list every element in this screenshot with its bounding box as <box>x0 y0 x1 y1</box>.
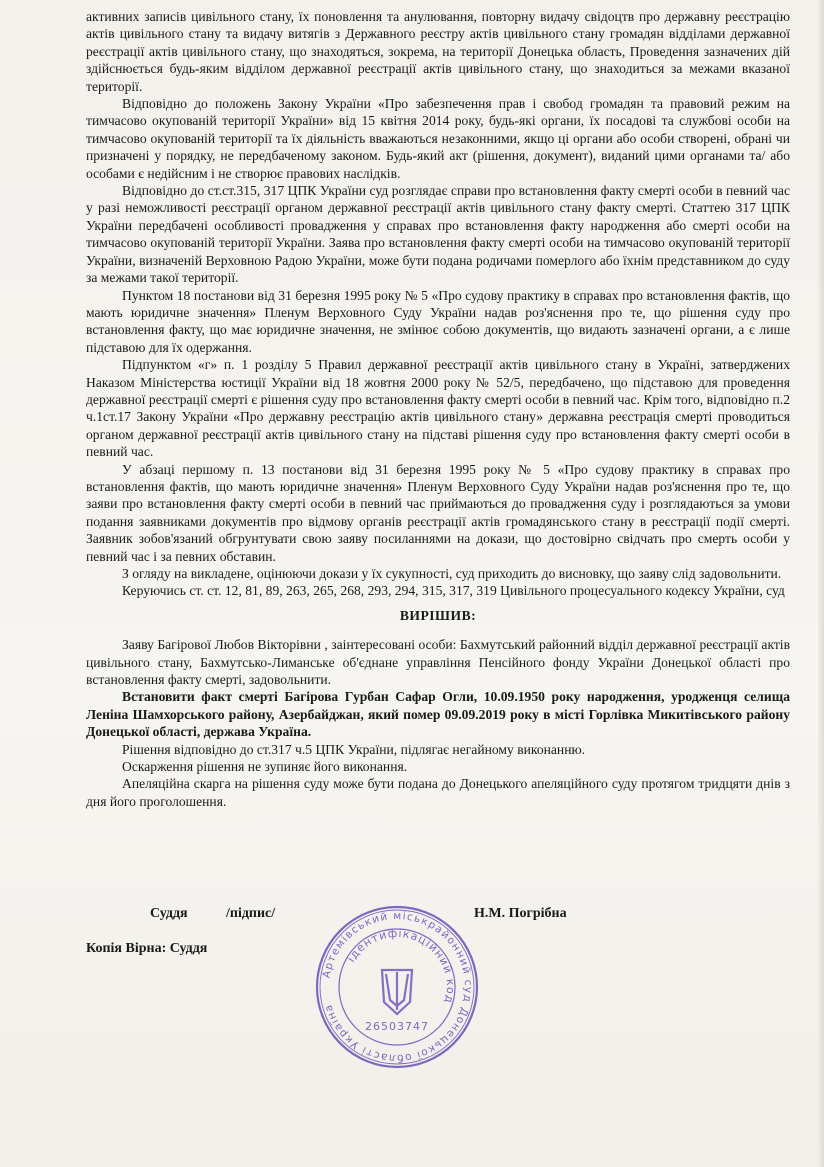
paragraph-appeal-no-suspend: Оскарження рішення не зупиняє його виконання. <box>122 759 408 775</box>
judge-name: Н.М. Погрібна <box>474 906 567 921</box>
paragraph-immediate-execution: Рішення відповідно до ст.317 ч.5 ЦПК України, підлягає негайному виконанню. <box>122 741 586 757</box>
svg-text:ідентифікаційний код: ідентифікаційний код <box>344 926 458 1006</box>
paragraph-cpc-315-317: Відповідно до ст.ст.315, 317 ЦПК України суд розглядає справи про встановлення факту смерті особи в певний час у разі неможливості реєстрації органом державної реєстрації актів цивільного стану факту смерті. Статтею 317 ЦПК України передбачені особливості провадження у справах про встановлення факту народження або смерті особи на тимчасово окупованій території України. Заява про встановлення факту смерті особи на тимчасово окупованій території України, визначеній Верховною Радою України, може бути подана родичами померлого або їхнім представником до суду за межами такої території. <box>86 183 790 286</box>
paragraph-conclusion: З огляду на викладене, оцінюючи докази у їх сукупності, суд приходить до висновку, що заяву слід задовольнити. <box>122 566 782 581</box>
paragraph-civil-registry: активних записів цивільного стану, їх поновлення та анулювання, повторну видачу свідоцтв про державну реєстрацію актів цивільного стану та видачу витягів з Державного реєстру актів цивільного стану громадян відділами державної реєстрації актів цивільного стану, що знаходяться, зокрема, на території Донецька область, Проведення зазначених дій здійснюється будь-яким відділом державної реєстрації актів цивільного стану, що знаходиться за межами вказаної території. <box>86 9 790 94</box>
signature-mark: /підпис/ <box>226 906 276 921</box>
judge-label: Суддя <box>150 906 188 921</box>
trident-emblem-icon <box>382 970 412 1014</box>
document-body <box>86 8 790 810</box>
court-seal <box>312 902 482 1072</box>
paragraph-establish-fact: Встановити факт смерті Багірова Гурбан Сафар Огли, 10.09.1950 року народження, уродженця селища Леніна Шамхорського району, Азербайджан, який помер 09.09.2019 року в місті Горлівка Микитівського району Донецької області, держава Україна. <box>86 689 790 740</box>
copy-certified-label: Копія Вірна: Суддя <box>86 941 208 956</box>
svg-text:26503747: 26503747 <box>365 1020 429 1033</box>
page-edge-shadow <box>818 0 824 1167</box>
svg-text:Артемівський міськрайонний суд: Артемівський міськрайонний суд Донецької області Україна <box>320 909 475 1065</box>
paragraph-occupied-territory-law: Відповідно до положень Закону України «Про забезпечення прав і свобод громадян та правовий режим на тимчасово окупованій території України» від 15 квітня 2014 року, будь-які органи, їх посадові та службові особи на тимчасово окупованій території та їх діяльність вважаються незаконними, якщо ці органи або особи створені, обрані чи призначені у порядку, не передбаченому законом. Будь-який акт (рішення, документ), виданий цими органами та/ або особами є недійсним і не створює правових наслідків. <box>86 96 790 181</box>
decision-heading: ВИРІШИВ: <box>399 607 477 623</box>
paragraph-appeal: Апеляційна скарга на рішення суду може бути подана до Донецького апеляційного суду протягом тридцяти днів з дня його проголошення. <box>86 776 790 809</box>
paragraph-guided-by: Керуючись ст. ст. 12, 81, 89, 263, 265, 268, 293, 294, 315, 317, 319 Цивільного процесуального кодексу України, суд <box>122 583 785 599</box>
paragraph-plenum-13: У абзаці першому п. 13 постанови від 31 березня 1995 року № 5 «Про судову практику в справах про встановлення фактів, що мають юридичне значення» Пленум Верховного Суду України надав роз'яснення про те, що заяви про встановлення факту смерті особи в певний час приймаються до провадження суду і розглядаються за умови подання заявниками документів про відмову органів реєстрації актів громадянського стану в реєстрації події смерті. Заявник зобов'язаний обгрунтувати свою заяву посиланнями на докази, що достовірно свідчать про смерть особи у певний час і за певних обставин. <box>86 461 790 564</box>
paragraph-registration-rules: Підпунктом «г» п. 1 розділу 5 Правил державної реєстрації актів цивільного стану в Україні, затверджених Наказом Міністерства юстиції України від 18 жовтня 2000 року № 52/5, передбачено, що підставою для проведення державної реєстрації смерті є рішення суду про встановлення факту смерті особи в певний час. Крім того, відповідно п.2 ч.1ст.17 Закону України «Про державну реєстрацію актів цивільного стану» державна реєстрація смерті проводиться органом державної реєстрації актів цивільного стану на підставі рішення суду про встановлення факту смерті особи в певний час. <box>86 357 790 460</box>
paragraph-satisfy-claim: Заяву Багірової Любов Вікторівни , заінтересовані особи: Бахмутський районний відділ державної реєстрації актів цивільного стану, Бахмутсько-Лиманське об'єднане управління Пенсійного фонду України Донецької області про встановлення факту смерті, задовольнити. <box>86 637 790 688</box>
paragraph-plenum-18: Пунктом 18 постанови від 31 березня 1995 року № 5 «Про судову практику в справах про встановлення фактів, що мають юридичне значення» Пленум Верховного Суду України надав роз'яснення про те, що рішення суду про встановлення факту, що має юридичне значення, не змінює собою документів, що видають зазначені органи, а є лише підставою для їх одержання. <box>86 287 790 355</box>
